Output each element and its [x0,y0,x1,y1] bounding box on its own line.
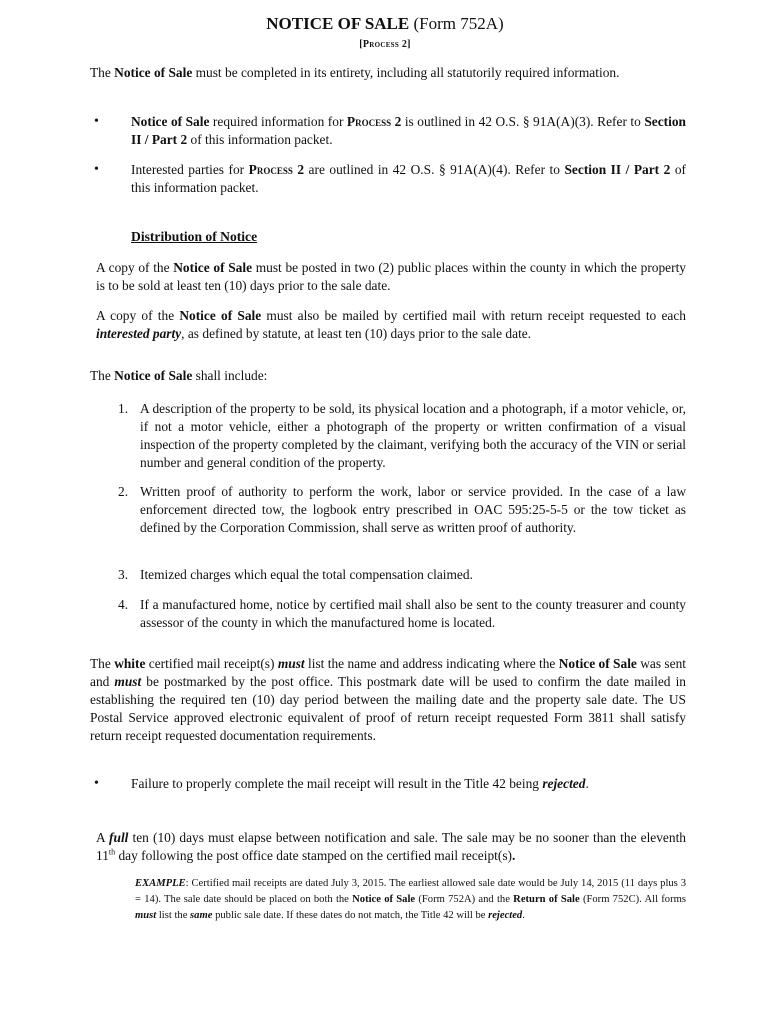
bullet-dot-icon: • [94,114,99,129]
title-form: (Form 752A) [413,14,504,33]
full-days-paragraph: A full ten (10) days must elapse between notification and sale. The sale may be no sooner than the eleventh 11th day following the post office date stamped on the certified mail receipt(s). [96,830,686,863]
page-subtitle: [Process 2] [359,39,411,50]
distribution-heading: Distribution of Notice [131,229,258,244]
distribution-posted-paragraph: A copy of the Notice of Sale must be posted in two (2) public places within the county in which the property is to be sold at least ten (10) days prior to the sale date. [96,260,686,293]
title-bold: NOTICE OF SALE [266,14,410,33]
intro-paragraph: The Notice of Sale must be completed in its entirety, including all statutorily required information. [90,65,620,80]
receipt-paragraph: The white certified mail receipt(s) must list the name and address indicating where the Notice of Sale was sent and must be postmarked by the post office. This postmark date will be used to confirm the date mailed in establishing the required ten (10) day period between the mailing date and the property sale date. The US Postal Service approved electronic equivalent of proof of return receipt requested Form 3811 shall satisfy return receipt requested documentation requirements. [90,656,686,743]
page-title [0,14,770,34]
distribution-mailed-paragraph: A copy of the Notice of Sale must also be mailed by certified mail with return receipt requested to each interested party, as defined by statute, at least ten (10) days prior to the sale date. [96,308,686,341]
bullet-dot-icon: • [94,776,99,791]
example-note: EXAMPLE: Certified mail receipts are dated July 3, 2015. The earliest allowed sale date would be July 14, 2015 (11 days plus 3 = 14). The sale date should be placed on both the Notice of Sale (Form 752A) and the Return of Sale (Form 752C). All forms must list the same public sale date. If these dates do not match, the Title 42 will be rejected. [135,878,686,921]
include-intro: The Notice of Sale shall include: [90,368,268,383]
bullet-dot-icon: • [94,162,99,177]
document-page: NOTICE OF SALE (Form 752A) [Process 2] The Notice of Sale must be completed in its entirety, including all statutorily required information. • Notice of Sale required information for Process 2 is outlined in 42 O.S. § 91A(A)(3). Refer to Section II / Part 2 of this information packet. • Interested parties for Process 2 are outlined in 42 O.S. § 91A(A)(4). Refer to Section II / Part 2 of this information packet. Distribution of Notice A copy of the Notice of Sale must be posted in two (2) public places within the county in which the property is to be sold at least ten (10) days prior to the sale date. A copy of the Notice of Sale must also be mailed by certified mail with return receipt requested to each interested party, as defined by statute, at least ten (10) days prior to the sale date. The Notice of Sale shall include: 1. A description of the property to be sold, its physical location and a photograph, if a motor vehicle, or, if not a motor vehicle, either a photograph of the property or written confirmation of a visual inspection of the property completed by the claimant, verifying both the accuracy of the VIN or serial number and general condition of the property. 2. Written proof of authority to perform the work, labor or service provided. In the case of a law enforcement directed tow, the logbook entry prescribed in OAC 595:25-5-5 or the tow ticket as defined by the Corporation Commission, shall serve as written proof of authority. 3. Itemized charges which equal the total compensation claimed. 4. If a manufactured home, notice by certified mail shall also be sent to the county treasurer and county assessor of the county in which the manufactured home is located. The white certified mail receipt(s) must list the name and address indicating where the Notice of Sale was sent and must be postmarked by the post office. This postmark date will be used to confirm the date mailed in establishing the required ten (10) day period between the mailing date and the property sale date. The US Postal Service approved electronic equivalent of proof of return receipt requested Form 3811 shall satisfy return receipt requested documentation requirements. • Failure to properly complete the mail receipt will result in the Title 42 being rejected. A full ten (10) days must elapse between notification and sale. The sale may be no sooner than the eleventh 11th day following the post office date stamped on the certified mail receipt(s). EXAMPLE: Certified mail receipts are dated July 3, 2015. The earliest allowed sale date would be July 14, 2015 (11 days plus 3 = 14). The sale date should be placed on both the Notice of Sale (Form 752A) and the Return of Sale (Form 752C). All forms must list the same public sale date. If these dates do not match, the Title 42 will be rejected. [0,0,770,1024]
